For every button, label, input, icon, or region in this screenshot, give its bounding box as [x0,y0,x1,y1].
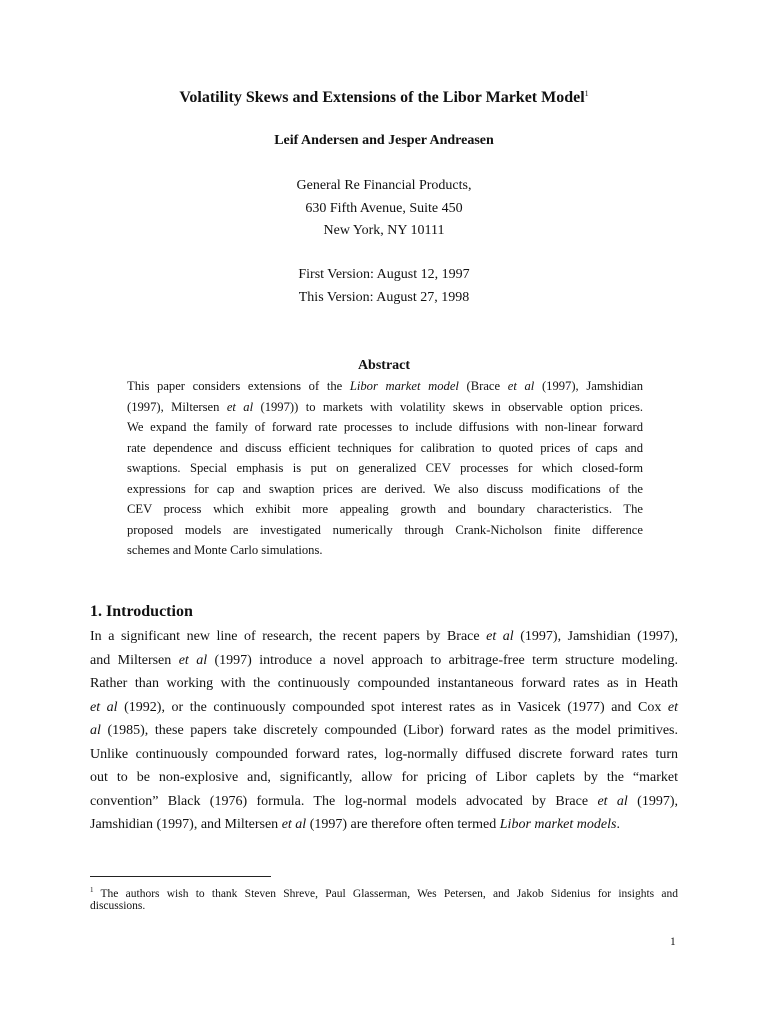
text-segment: (1992), or the continuously compounded spot interest rates as in Vasicek (1977) and Cox [117,699,668,715]
text-segment: (1997) introduce a novel approach to arbitrage-free term structure modeling. [207,652,679,668]
italic-text-segment: Libor market model [349,379,459,393]
italic-text-segment: al [90,723,101,738]
text-segment: convention” Black (1976) formula. The log-normal models advocated by Brace [90,793,598,809]
text-segment: (1997), Jamshidian (1997), [513,629,678,644]
text-segment: expressions for cap and swaption prices are derived. We also discuss modifications of the [127,481,643,496]
first-version-date: First Version: August 12, 1997 [298,267,470,282]
affiliation-line: New York, NY 10111 [323,223,445,238]
footnote-line: discussions. [90,900,146,912]
text-segment: schemes and Monte Carlo simulations. [127,543,323,557]
italic-text-segment: et al [178,652,208,668]
text-segment: and Miltersen [90,652,179,668]
text-segment: out to be non-explosive and, significantly, allow for pricing of Libor caplets by the “market [90,770,678,785]
author-affiliation [0,175,768,243]
italic-text-segment: et al [486,629,514,644]
text-segment: swaptions. Special emphasis is put on generalized CEV processes for which closed-form [127,461,643,475]
footnote-divider [90,876,271,877]
text-segment: (1997), Jamshidian [534,379,643,393]
text-segment: (1997) are therefore often termed [306,817,500,832]
paper-title-text: Volatility Skews and Extensions of the Libor Market Model [179,89,585,106]
page-number: 1 [670,936,676,948]
text-segment: This paper considers extensions of the [127,379,350,393]
text-segment: proposed models are investigated numerically through Crank-Nicholson finite difference [127,522,643,537]
text-segment: . [616,817,620,832]
italic-text-segment: et al [507,379,535,393]
abstract-line [127,522,643,538]
text-segment: We expand the family of forward rate processes to include diffusions with non-linear forward [127,420,643,434]
body-line [90,722,678,740]
text-segment: (1997)) to markets with volatility skews in observable option prices. [253,399,643,414]
abstract-line [127,399,643,415]
abstract-heading: Abstract [357,358,411,373]
paper-title [0,84,768,108]
text-segment: In a significant new line of research, the recent papers by Brace [90,629,487,644]
body-line [90,816,678,834]
text-segment: (1997), Miltersen [127,399,227,414]
affiliation-line: General Re Financial Products, [296,178,472,193]
abstract-line [127,481,643,497]
title-footnote-marker: 1 [584,89,589,98]
text-segment: Jamshidian (1997), and Miltersen [90,817,282,832]
italic-text-segment: et al [226,399,254,414]
abstract-line [127,542,643,558]
body-line [90,793,678,811]
text-segment: (Brace [458,379,508,393]
text-segment: CEV process which exhibit more appealing growth and boundary characteristics. The [127,502,643,516]
body-line [90,699,678,717]
paper-authors: Leif Andersen and Jesper Andreasen [274,133,494,148]
text-segment: rate dependence and discuss efficient techniques for calibration to quoted prices of caps and [127,440,643,455]
text-segment: Rather than working with the continuously compounded instantaneous forward rates as in Heath [90,676,678,691]
footnote-marker: 1 [90,886,94,894]
this-version-date: This Version: August 27, 1998 [298,289,470,305]
body-line [90,628,678,646]
text-segment: (1985), these papers take discretely compounded (Libor) forward rates as the model primitives. [100,723,678,738]
abstract-line [127,440,643,456]
footnote-text: The authors wish to thank Steven Shreve, Paul Glasserman, Wes Petersen, and Jakob Sidenius for insights and [100,888,678,900]
abstract-line [127,460,643,476]
text-segment: (1997), [627,793,679,809]
version-dates [0,264,768,309]
italic-text-segment: et al [281,817,307,832]
italic-text-segment: et al [90,699,118,715]
italic-text-segment: et al [597,793,628,809]
abstract-line [127,419,643,435]
abstract-line [127,378,643,394]
body-line [90,769,678,787]
section-heading-introduction: 1. Introduction [90,603,193,620]
body-line [90,746,678,764]
abstract-line [127,501,643,517]
body-line [90,652,678,670]
body-line [90,675,678,693]
text-segment: Unlike continuously compounded forward rates, log-normally diffused discrete forward rates turn [90,746,678,762]
italic-text-segment: et [667,699,678,715]
italic-text-segment: Libor market models [499,817,617,832]
affiliation-line: 630 Fifth Avenue, Suite 450 [305,200,463,216]
